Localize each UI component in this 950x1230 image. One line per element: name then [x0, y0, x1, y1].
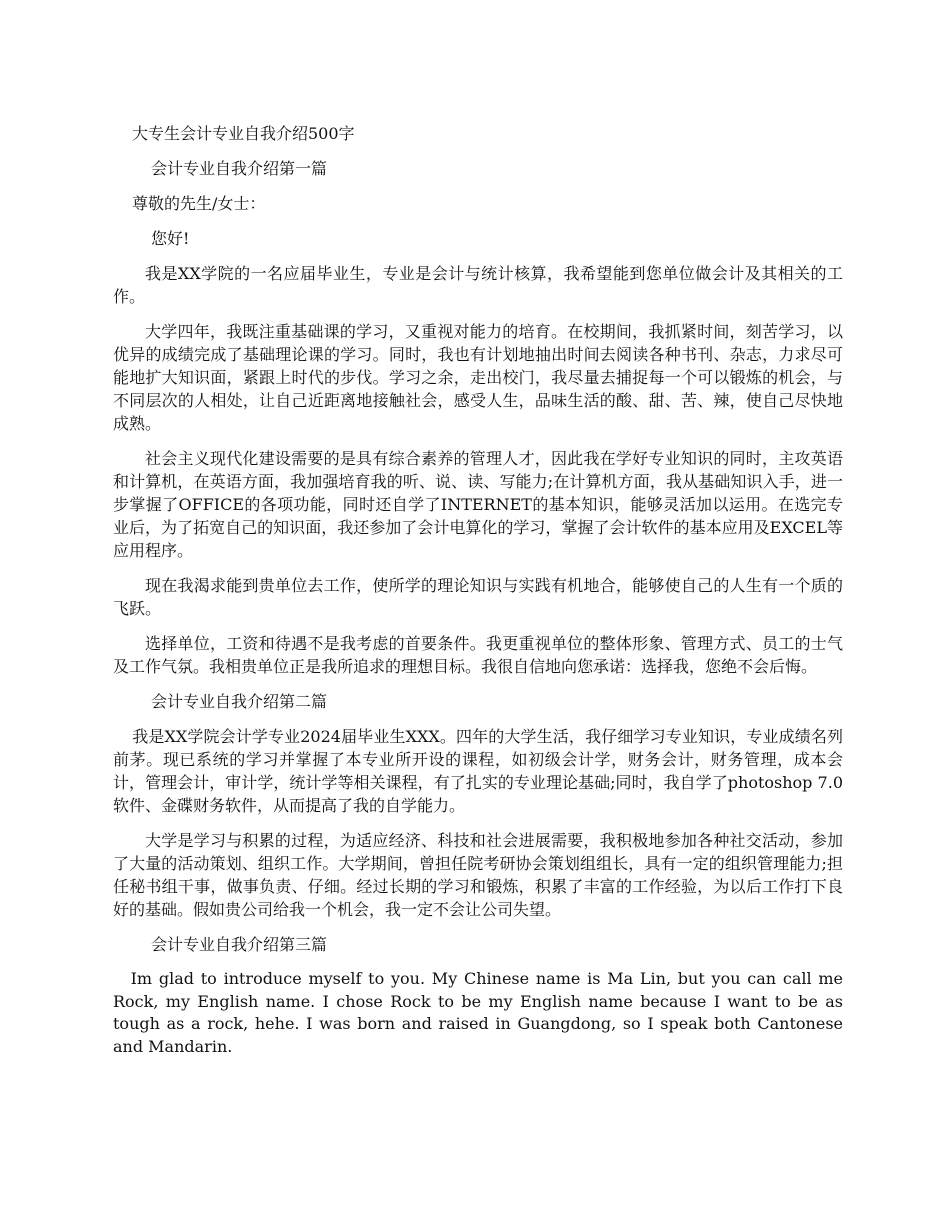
- paragraph: 社会主义现代化建设需要的是具有综合素养的管理人才，因此我在学好专业知识的同时，主攻英语和计算机，在英语方面，我加强培育我的听、说、读、写能力;在计算机方面，我从基础知识入手，进一步掌握了OFFICE的各项功能，同时还自学了INTERNET的基本知识，能够灵活加以运用。在选完专业后，为了拓宽自己的知识面，我还参加了会计电算化的学习，掌握了会计软件的基本应用及EXCEL等应用程序。: [113, 449, 843, 560]
- greeting: 您好!: [151, 229, 190, 248]
- paragraph: 现在我渴求能到贵单位去工作，使所学的理论知识与实践有机地合，能够使自己的人生有一个质的飞跃。: [113, 576, 843, 618]
- paragraph: 大学是学习与积累的过程，为适应经济、科技和社会进展需要，我积极地参加各种社交活动，参加了大量的活动策划、组织工作。大学期间，曾担任院考研协会策划组组长，具有一定的组织管理能力;担任秘书组干事，做事负责、仔细。经过长期的学习和锻炼，积累了丰富的工作经验，为以后工作打下良好的基础。假如贵公司给我一个机会，我一定不会让公司失望。: [113, 831, 843, 919]
- paragraph: 选择单位，工资和待遇不是我考虑的首要条件。我更重视单位的整体形象、管理方式、员工的士气及工作气氛。我相贵单位正是我所追求的理想目标。我很自信地向您承诺：选择我，您绝不会后悔。: [113, 634, 843, 676]
- section-heading-2: 会计专业自我介绍第二篇: [151, 692, 328, 711]
- paragraph: 我是XX学院会计学专业2024届毕业生XXX。四年的大学生活，我仔细学习专业知识，专业成绩名列前茅。现已系统的学习并掌握了本专业所开设的课程，如初级会计学，财务会计，财务管理，成本会计，管理会计，审计学，统计学等相关课程，有了扎实的专业理论基础;同时，我自学了photoshop 7.0软件、金碟财务软件，从而提高了我的自学能力。: [113, 727, 843, 815]
- section-heading-3: 会计专业自我介绍第三篇: [151, 935, 328, 954]
- salutation: 尊敬的先生/女士：: [132, 194, 266, 213]
- document-title: 大专生会计专业自我介绍500字: [132, 124, 355, 143]
- section-heading-1: 会计专业自我介绍第一篇: [151, 159, 328, 178]
- paragraph-english: Im glad to introduce myself to you. My Chinese name is Ma Lin, but you can call me Rock, my English name. I chose Rock to be my English name because I want to be as tough as a rock, hehe. I was born and raised in Guangdong, so I speak both Cantonese and Mandarin.: [113, 969, 843, 1056]
- document-page: [113, 122, 843, 1058]
- paragraph: 我是XX学院的一名应届毕业生，专业是会计与统计核算，我希望能到您单位做会计及其相关的工作。: [113, 264, 843, 306]
- paragraph: 大学四年，我既注重基础课的学习，又重视对能力的培育。在校期间，我抓紧时间，刻苦学习，以优异的成绩完成了基础理论课的学习。同时，我也有计划地抽出时间去阅读各种书刊、杂志，力求尽可能地扩大知识面，紧跟上时代的步伐。学习之余，走出校门，我尽量去捕捉每一个可以锻炼的机会，与不同层次的人相处，让自己近距离地接触社会，感受人生，品味生活的酸、甜、苦、辣，使自己尽快地成熟。: [113, 322, 843, 433]
